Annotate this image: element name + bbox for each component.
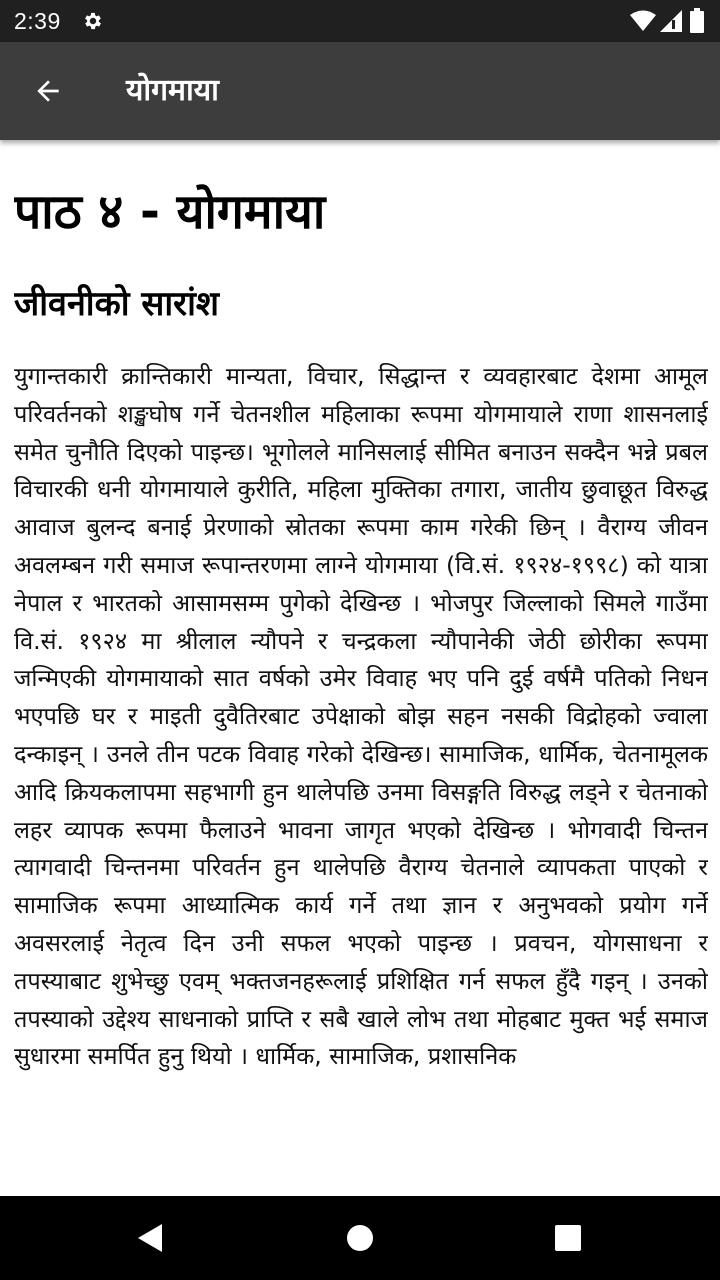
battery-icon [690,8,704,33]
arrow-back-icon [32,75,64,107]
lesson-title: पाठ ४ - योगमाया [14,184,326,240]
wifi-icon [630,10,656,32]
article-content[interactable] [14,140,708,1196]
nav-home-icon[interactable] [338,1216,382,1260]
nav-back-icon[interactable] [128,1216,172,1260]
gear-icon [82,10,104,32]
app-title: योगमाया [126,73,219,108]
app-bar [0,42,720,140]
cellular-signal-icon [660,10,682,32]
status-time: 2:39 [14,8,61,34]
status-bar [0,0,720,42]
navigation-bar [0,1196,720,1280]
back-button[interactable] [18,67,78,115]
nav-recents-icon[interactable] [546,1216,590,1260]
section-title: जीवनीको सारांश [14,284,219,324]
summary-paragraph: युगान्तकारी क्रान्तिकारी मान्यता, विचार, सिद्धान्त र व्यवहारबाट देशमा आमूल परिवर्तनको शङ्खघोष गर्ने चेतनशील महिलाका रूपमा योगमायाले राणा शासनलाई समेत चुनौति दिएको पाइन्छ। भूगोलले मानिसलाई सीमित बनाउन सक्दैन भन्ने प्रबल विचारकी धनी योगमायाले कुरीति, महिला मुक्तिका तगारा, जातीय छुवाछूत विरुद्ध आवाज बुलन्द बनाई प्रेरणाको स्रोतका रूपमा काम गरेकी छिन् । वैराग्य जीवन अवलम्बन गरी समाज रूपान्तरणमा लाग्ने योगमाया (वि.सं. १९२४-१९९८) को यात्रा नेपाल र भारतको आसामसम्म पुगेको देखिन्छ । भोजपुर जिल्लाको सिमले गाउँमा वि.सं. १९२४ मा श्रीलाल न्यौपने र चन्द्रकला न्यौपानेकी जेठी छोरीका रूपमा जन्मिएकी योगमायाको सात वर्षको उमेर विवाह भए पनि दुई वर्षमै पतिको निधन भएपछि घर र माइती दुवैतिरबाट उपेक्षाको बोझ सहन नसकी विद्रोहको ज्वाला दन्काइन् । उनले तीन पटक विवाह गरेको देखिन्छ। सामाजिक, धार्मिक, चेतनामूलक आदि क्रियकलापमा सहभागी हुन थालेपछि उनमा विसङ्गति विरुद्ध लड्ने र चेतनाको लहर व्यापक रूपमा फैलाउने भावना जागृत भएको देखिन्छ । भोगवादी चिन्तन त्यागवादी चिन्तनमा परिवर्तन हुन थालेपछि वैराग्य चेतनाले व्यापकता पाएको र सामाजिक रूपमा आध्यात्मिक कार्य गर्ने तथा ज्ञान र अनुभवको प्रयोग गर्ने अवसरलाई नेतृत्व दिन उनी सफल भएको पाइन्छ । प्रवचन, योगसाधना र तपस्याबाट शुभेच्छु एवम् भक्तजनहरूलाई प्रशिक्षित गर्न सफल हुँदै गइन् । उनको तपस्याको उद्देश्य साधनाको प्राप्ति र सबै खाले लोभ तथा मोहबाट मुक्त भई समाज सुधारमा समर्पित हुनु थियो । धार्मिक, सामाजिक, प्रशासनिक [14,362,708,1071]
